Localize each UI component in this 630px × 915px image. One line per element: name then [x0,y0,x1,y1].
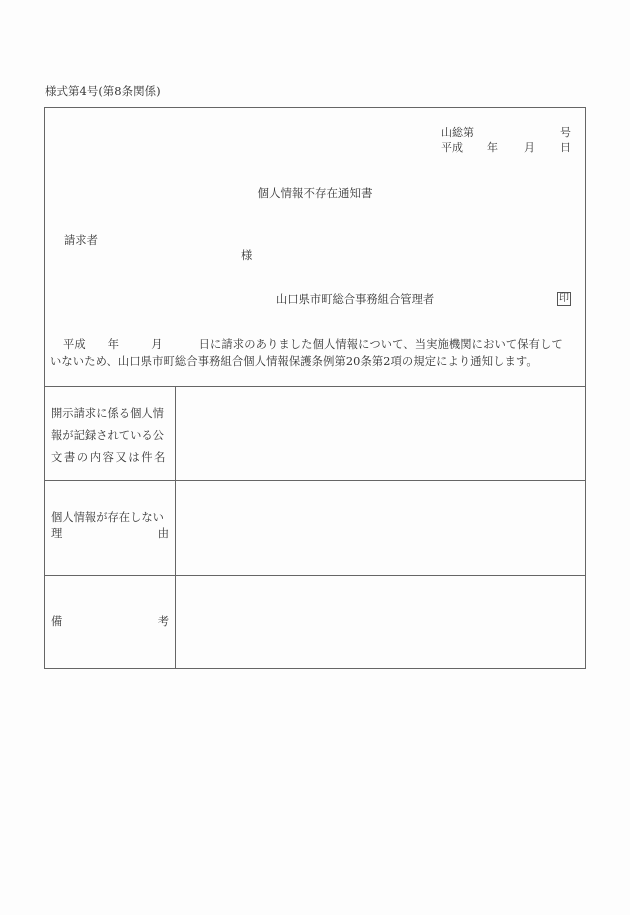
notice-rest: 日に請求のありました個人情報について、当実施機関において保有して [198,338,563,351]
reference-prefix: 山総第 [441,126,474,139]
notice-form [44,107,586,669]
reason-field[interactable] [177,481,585,574]
date-era: 平成 [441,141,463,154]
document-title: 個人情報不存在通知書 [257,186,373,200]
label-line: 開示請求に係る個人情 [51,407,164,420]
requester-label: 請求者 [64,234,98,247]
label-char: 理 [51,527,63,540]
date-year-label: 年 [487,141,498,154]
remarks-field[interactable] [177,576,585,668]
date-day-label: 日 [560,141,571,154]
row-label-remarks [51,611,169,633]
label-line: 個人情報が存在しない [51,511,164,524]
row-label-reason [51,510,169,542]
seal-icon: 印 [559,293,569,304]
label-line [51,526,169,542]
label-line: 文書の内容又は件名 [51,451,168,464]
seal-mark [557,292,571,306]
label-char: 由 [157,527,169,540]
document-content-field[interactable] [177,387,585,479]
label-char: 考 [157,615,169,628]
label-char: 備 [51,615,63,628]
notice-line-2: いないため、山口県市町総合事務組合個人情報保護条例第20条第2項の規定により通知します。 [50,355,538,368]
form-number: 様式第4号(第8条関係) [45,84,161,98]
label-line: 報が記録されている公 [51,429,164,442]
date-month-label: 月 [524,141,535,154]
notice-era: 平成 [63,338,86,351]
row-label-document-content [51,403,169,469]
column-divider [175,386,176,669]
notice-line-1 [59,339,563,350]
reference-suffix: 号 [560,126,571,139]
notice-year: 年 [107,338,120,351]
notice-month: 月 [151,338,163,351]
requester-honorific: 様 [241,249,253,262]
issuer-name: 山口県市町総合事務組合管理者 [276,293,435,306]
